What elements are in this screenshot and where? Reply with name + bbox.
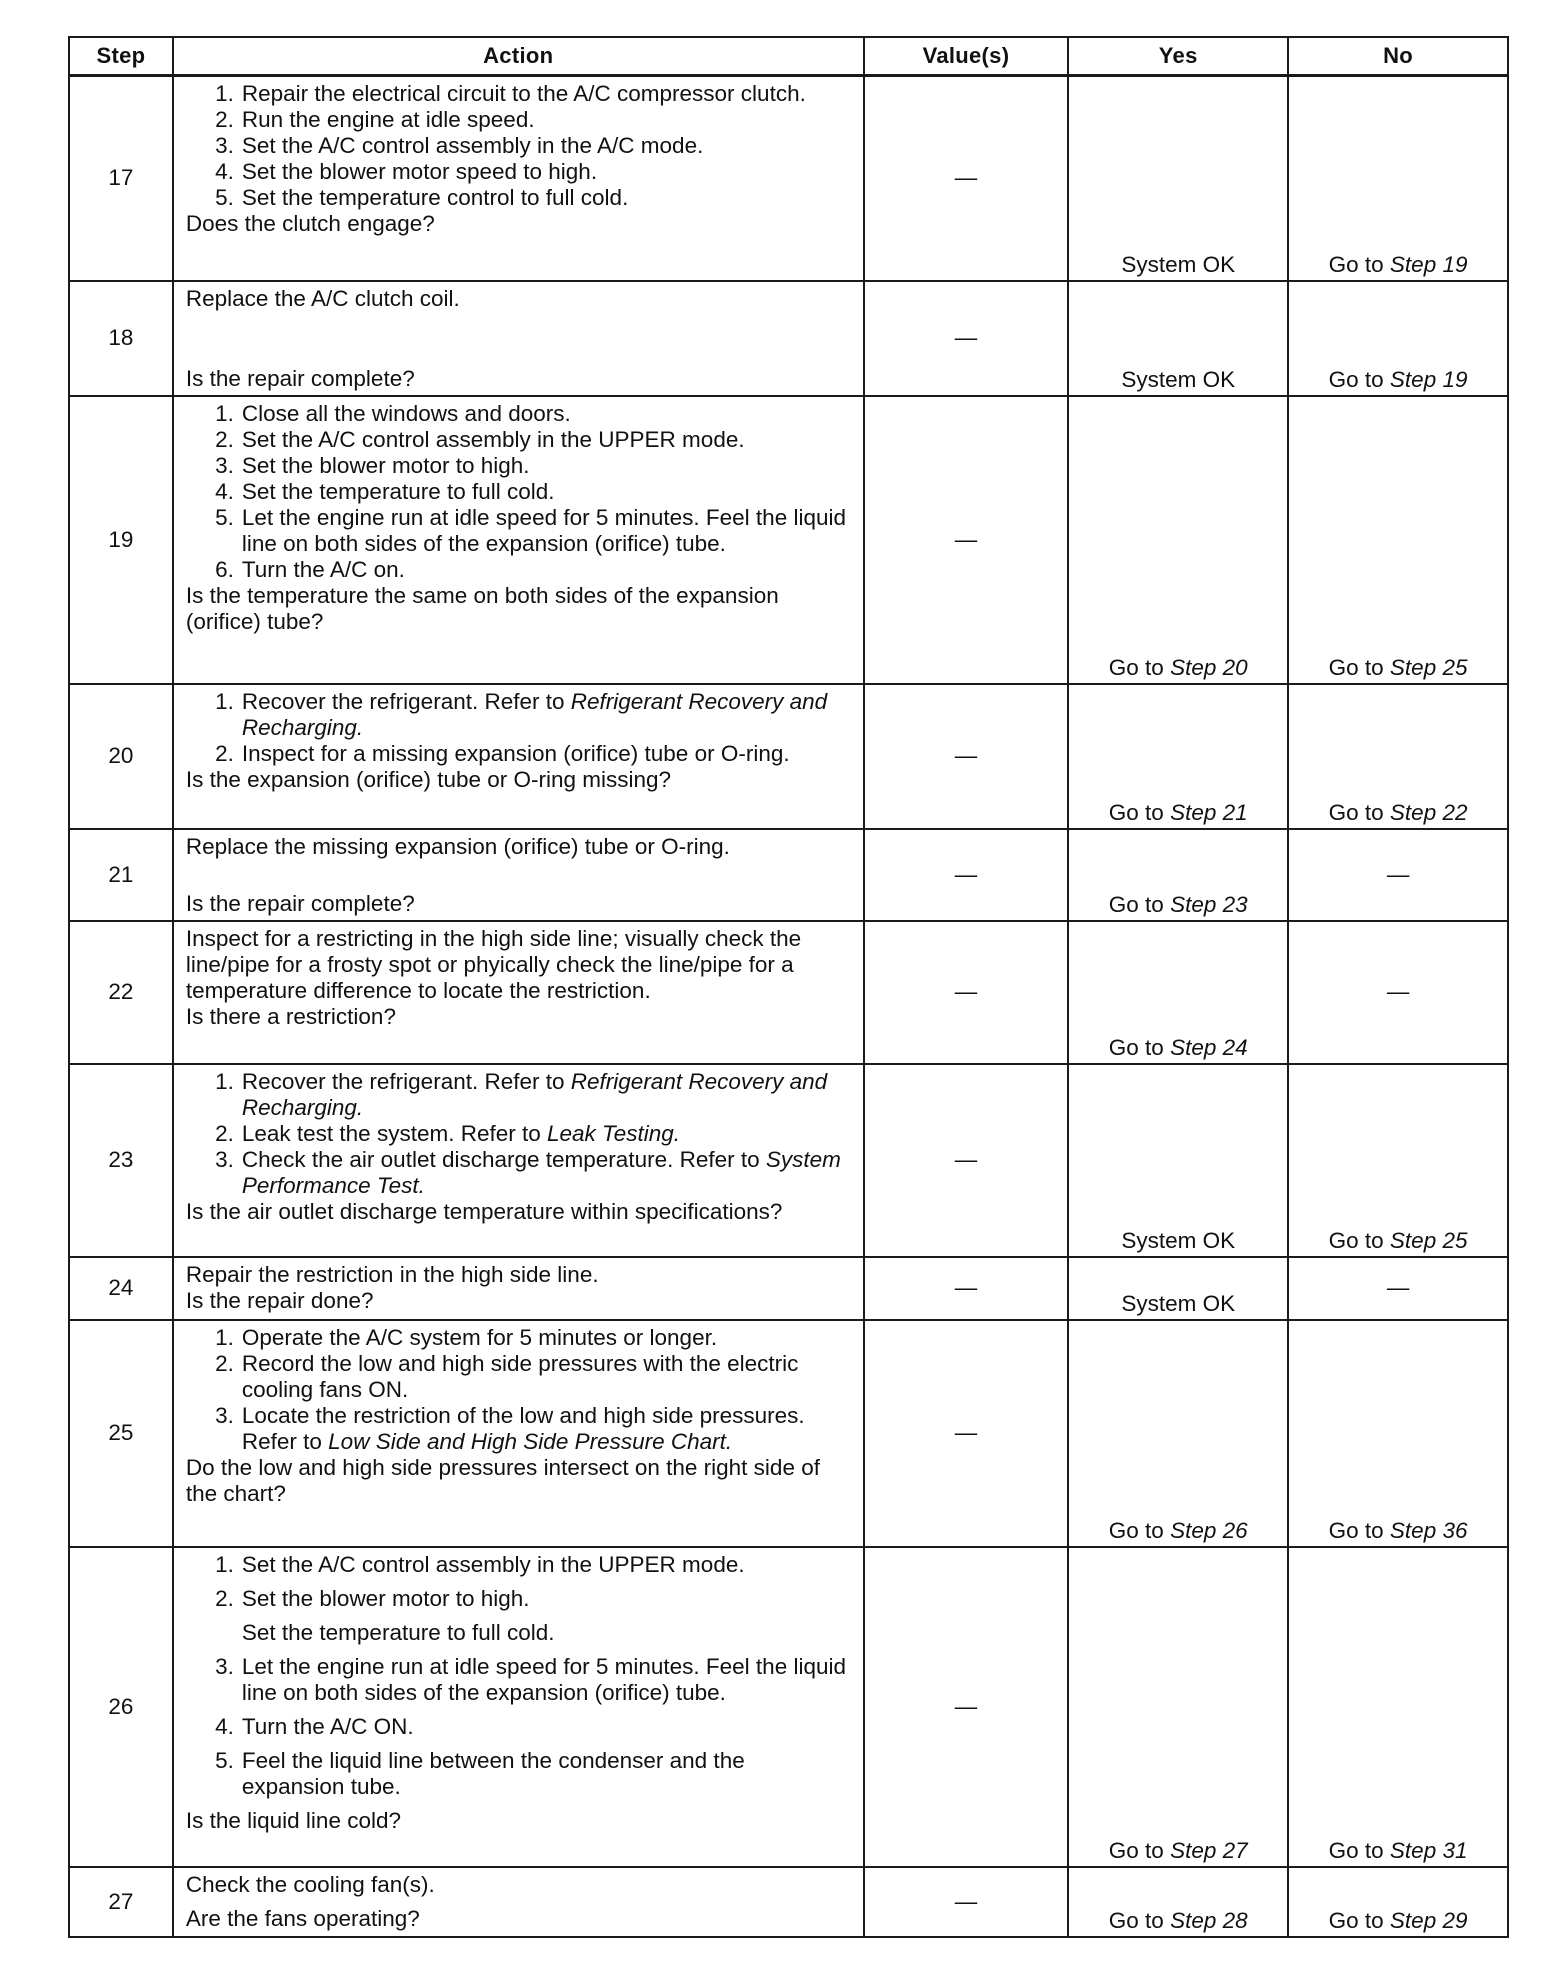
header-action: Action <box>173 37 864 76</box>
reference-link[interactable]: Low Side and High Side Pressure Chart. <box>328 1428 733 1454</box>
no-cell <box>1288 921 1508 1064</box>
action-text: Repair the restriction in the high side line. <box>185 1261 599 1287</box>
no-result: — <box>1386 1275 1410 1300</box>
action-question: Is there a restriction? <box>185 1003 396 1029</box>
no-cell <box>1288 1547 1508 1867</box>
action-question: Is the repair done? <box>185 1287 374 1313</box>
no-result: Go to Step 36 <box>1328 1517 1468 1543</box>
values-cell: — <box>864 1064 1069 1257</box>
step-reference: Step 31 <box>1389 1837 1468 1863</box>
yes-cell <box>1068 1867 1288 1937</box>
action-question: Is the repair complete? <box>185 890 415 916</box>
no-cell <box>1288 1320 1508 1547</box>
yes-result: Go to Step 26 <box>1108 1517 1248 1543</box>
values-cell: — <box>864 684 1069 829</box>
action-question: Is the expansion (orifice) tube or O-ring missing? <box>185 766 672 792</box>
header-no: No <box>1288 37 1508 76</box>
step-number: 17 <box>69 76 173 281</box>
no-cell <box>1288 1064 1508 1257</box>
action-question: Do the low and high side pressures intersect on the right side of the chart? <box>185 1454 820 1506</box>
header-row <box>69 37 1508 76</box>
step-reference: Step 24 <box>1170 1034 1248 1060</box>
yes-cell <box>1068 829 1288 921</box>
step-22-row <box>69 921 1508 1064</box>
step-number: 23 <box>69 1064 173 1257</box>
values-cell: — <box>864 829 1069 921</box>
step-27-row <box>69 1867 1508 1937</box>
action-item: Check the air outlet discharge temperature. Refer to <box>241 1146 760 1172</box>
step-reference: Step 19 <box>1389 366 1468 392</box>
action-question: Are the fans operating? <box>185 1905 420 1931</box>
yes-cell <box>1068 281 1288 396</box>
action-list: 1. Recover the refrigerant. Refer to Refrigerant Recovery and Recharging. 2. Inspect for a missing expansion (orifice) tube or O-ring. <box>215 688 828 766</box>
step-reference: Step 36 <box>1389 1517 1468 1543</box>
action-item: Close all the windows and doors. <box>241 400 571 426</box>
action-item: Leak test the system. Refer to <box>241 1120 541 1146</box>
action-text: Replace the A/C clutch coil. <box>185 285 460 311</box>
values-cell: — <box>864 1867 1069 1937</box>
step-reference: Step 22 <box>1389 799 1468 825</box>
action-text: Replace the missing expansion (orifice) tube or O-ring. <box>185 833 730 859</box>
action-item: Recover the refrigerant. Refer to <box>241 1068 565 1094</box>
step-reference: Step 19 <box>1389 251 1468 277</box>
action-item: Locate the restriction of the low and high side pressures. Refer to <box>241 1402 805 1454</box>
action-item: Run the engine at idle speed. <box>241 107 535 132</box>
action-item: Set the blower motor speed to high. <box>241 159 598 184</box>
yes-result: Go to Step 28 <box>1108 1907 1248 1933</box>
step-26-row <box>69 1547 1508 1867</box>
step-number: 27 <box>69 1867 173 1937</box>
action-question: Is the temperature the same on both sides of the expansion (orifice) tube? <box>185 582 779 634</box>
action-cell <box>173 281 864 396</box>
action-item: Set the A/C control assembly in the UPPER mode. <box>241 426 745 452</box>
action-item: Record the low and high side pressures with the electric cooling fans ON. <box>241 1350 799 1402</box>
action-cell <box>173 1320 864 1547</box>
step-17-row <box>69 76 1508 281</box>
reference-link[interactable]: System Performance Test. <box>241 1146 841 1198</box>
step-reference: Step 29 <box>1389 1907 1468 1933</box>
no-cell <box>1288 281 1508 396</box>
no-result: Go to Step 22 <box>1328 799 1468 825</box>
action-question: Is the liquid line cold? <box>185 1807 401 1833</box>
action-item: Set the blower motor to high. <box>241 1585 530 1611</box>
step-20-row <box>69 684 1508 829</box>
action-text: Inspect for a restricting in the high side line; visually check the line/pipe for a frosty spot or phyically check the line/pipe for a temperature difference to locate the restriction. <box>185 925 802 1003</box>
step-number: 25 <box>69 1320 173 1547</box>
step-reference: Step 26 <box>1170 1517 1248 1543</box>
values-cell: — <box>864 1547 1069 1867</box>
reference-link[interactable]: Leak Testing. <box>547 1120 681 1146</box>
step-number: 20 <box>69 684 173 829</box>
action-cell <box>173 829 864 921</box>
no-result: Go to Step 19 <box>1328 366 1468 392</box>
step-23-row <box>69 1064 1508 1257</box>
action-list: 1. Repair the electrical circuit to the A/C compressor clutch. 2. Run the engine at idle speed. 3. Set the A/C control assembly in the A/C mode. 4. Set the blower motor speed to high. 5. Set the temperature control to full cold. <box>215 81 806 210</box>
yes-cell <box>1068 921 1288 1064</box>
step-number: 21 <box>69 829 173 921</box>
action-item: Turn the A/C on. <box>241 556 405 582</box>
header-yes: Yes <box>1068 37 1288 76</box>
yes-cell <box>1068 1320 1288 1547</box>
step-reference: Step 25 <box>1389 654 1468 680</box>
reference-link[interactable]: Refrigerant Recovery and Recharging. <box>241 688 828 740</box>
yes-result: Go to Step 27 <box>1108 1837 1248 1863</box>
no-result: — <box>1386 861 1410 887</box>
action-item: Let the engine run at idle speed for 5 minutes. Feel the liquid line on both sides of the expansion (orifice) tube. <box>241 504 846 556</box>
action-cell <box>173 1257 864 1320</box>
action-question: Does the clutch engage? <box>185 211 435 236</box>
values-cell: — <box>864 1257 1069 1320</box>
action-question: Is the repair complete? <box>185 365 415 391</box>
yes-cell <box>1068 1547 1288 1867</box>
action-cell <box>173 1547 864 1867</box>
action-list: 1. Recover the refrigerant. Refer to Refrigerant Recovery and Recharging. 2. Leak test the system. Refer to Leak Testing. 3. Check the air outlet discharge temperature. Refer to System Performance Test. <box>215 1068 841 1198</box>
action-text: Check the cooling fan(s). <box>185 1871 435 1897</box>
action-question: Is the air outlet discharge temperature within specifications? <box>185 1198 783 1224</box>
action-item: Repair the electrical circuit to the A/C compressor clutch. <box>241 81 806 106</box>
step-number: 19 <box>69 396 173 684</box>
step-24-row <box>69 1257 1508 1320</box>
step-19-row <box>69 396 1508 684</box>
step-reference: Step 27 <box>1170 1837 1248 1863</box>
values-cell: — <box>864 1320 1069 1547</box>
diagnostic-table <box>68 36 1509 1938</box>
header-step: Step <box>69 37 173 76</box>
yes-result: System OK <box>1121 1227 1236 1253</box>
action-cell <box>173 76 864 281</box>
step-reference: Step 25 <box>1389 1227 1468 1253</box>
action-list: 1. Operate the A/C system for 5 minutes or longer. 2. Record the low and high side pressures with the electric cooling fans ON. 3. Locate the restriction of the low and high side pressures. Refer to Low Side and High Side Pressure Chart. <box>215 1324 805 1454</box>
action-item: Inspect for a missing expansion (orifice) tube or O-ring. <box>241 740 790 766</box>
no-result: Go to Step 25 <box>1328 654 1468 680</box>
yes-result: System OK <box>1121 366 1236 392</box>
values-cell: — <box>864 281 1069 396</box>
no-result: — <box>1386 979 1410 1004</box>
yes-cell <box>1068 76 1288 281</box>
action-item: Set the A/C control assembly in the A/C mode. <box>241 133 704 158</box>
action-cell <box>173 1867 864 1937</box>
no-result: Go to Step 25 <box>1328 1227 1468 1253</box>
action-item: Set the temperature control to full cold. <box>241 185 629 210</box>
action-cell <box>173 396 864 684</box>
step-25-row <box>69 1320 1508 1547</box>
step-21-row <box>69 829 1508 921</box>
yes-cell <box>1068 1064 1288 1257</box>
no-cell <box>1288 684 1508 829</box>
yes-result: Go to Step 23 <box>1108 891 1248 917</box>
no-cell <box>1288 76 1508 281</box>
step-number: 26 <box>69 1547 173 1867</box>
yes-result: Go to Step 21 <box>1108 799 1248 825</box>
step-18-row <box>69 281 1508 396</box>
yes-cell <box>1068 396 1288 684</box>
action-item: Feel the liquid line between the condenser and the expansion tube. <box>241 1747 745 1799</box>
action-item: Set the temperature to full cold. <box>241 1619 555 1645</box>
step-reference: Step 28 <box>1170 1907 1248 1933</box>
action-cell <box>173 1064 864 1257</box>
action-item: Set the temperature to full cold. <box>241 478 555 504</box>
yes-cell <box>1068 684 1288 829</box>
action-item: Let the engine run at idle speed for 5 minutes. Feel the liquid line on both sides of the expansion (orifice) tube. <box>241 1653 846 1705</box>
yes-result: Go to Step 20 <box>1108 654 1248 680</box>
step-number: 24 <box>69 1257 173 1320</box>
action-cell <box>173 684 864 829</box>
action-list: 1. Close all the windows and doors. 2. Set the A/C control assembly in the UPPER mode. 3. Set the blower motor to high. 4. Set the temperature to full cold. 5. Let the engine run at idle speed for 5 minutes. Feel the liquid line on both sides of the expansion (orifice) tube. 6. Turn the A/C on. <box>215 400 846 582</box>
step-reference: Step 21 <box>1170 799 1248 825</box>
yes-result: System OK <box>1121 1290 1236 1316</box>
no-result: Go to Step 31 <box>1328 1837 1468 1863</box>
action-cell <box>173 921 864 1064</box>
no-cell <box>1288 1257 1508 1320</box>
yes-result: System OK <box>1121 251 1236 277</box>
no-cell <box>1288 1867 1508 1937</box>
no-cell <box>1288 829 1508 921</box>
action-item: Set the A/C control assembly in the UPPER mode. <box>241 1551 745 1577</box>
reference-link[interactable]: Refrigerant Recovery and Recharging. <box>241 1068 828 1120</box>
yes-cell <box>1068 1257 1288 1320</box>
action-list: 1. Set the A/C control assembly in the UPPER mode. 2. Set the blower motor to high. Set the temperature to full cold. 3. Let the engine run at idle speed for 5 minutes. Feel the liquid line on both sides of the expansion (orifice) tube. 4. Turn the A/C ON. 5. Feel the liquid line between the condenser and the expansion tube. <box>215 1551 846 1799</box>
action-item: Operate the A/C system for 5 minutes or longer. <box>241 1324 718 1350</box>
no-cell <box>1288 396 1508 684</box>
step-number: 22 <box>69 921 173 1064</box>
action-item: Turn the A/C ON. <box>241 1713 414 1739</box>
no-result: Go to Step 29 <box>1328 1907 1468 1933</box>
values-cell: — <box>864 921 1069 1064</box>
header-values: Value(s) <box>864 37 1069 76</box>
yes-result: Go to Step 24 <box>1108 1034 1248 1060</box>
action-item: Set the blower motor to high. <box>241 452 530 478</box>
action-item: Recover the refrigerant. Refer to <box>241 688 565 714</box>
no-result: Go to Step 19 <box>1328 251 1468 277</box>
step-reference: Step 23 <box>1170 891 1248 917</box>
values-cell: — <box>864 76 1069 281</box>
step-number: 18 <box>69 281 173 396</box>
step-reference: Step 20 <box>1170 654 1248 680</box>
values-cell: — <box>864 396 1069 684</box>
